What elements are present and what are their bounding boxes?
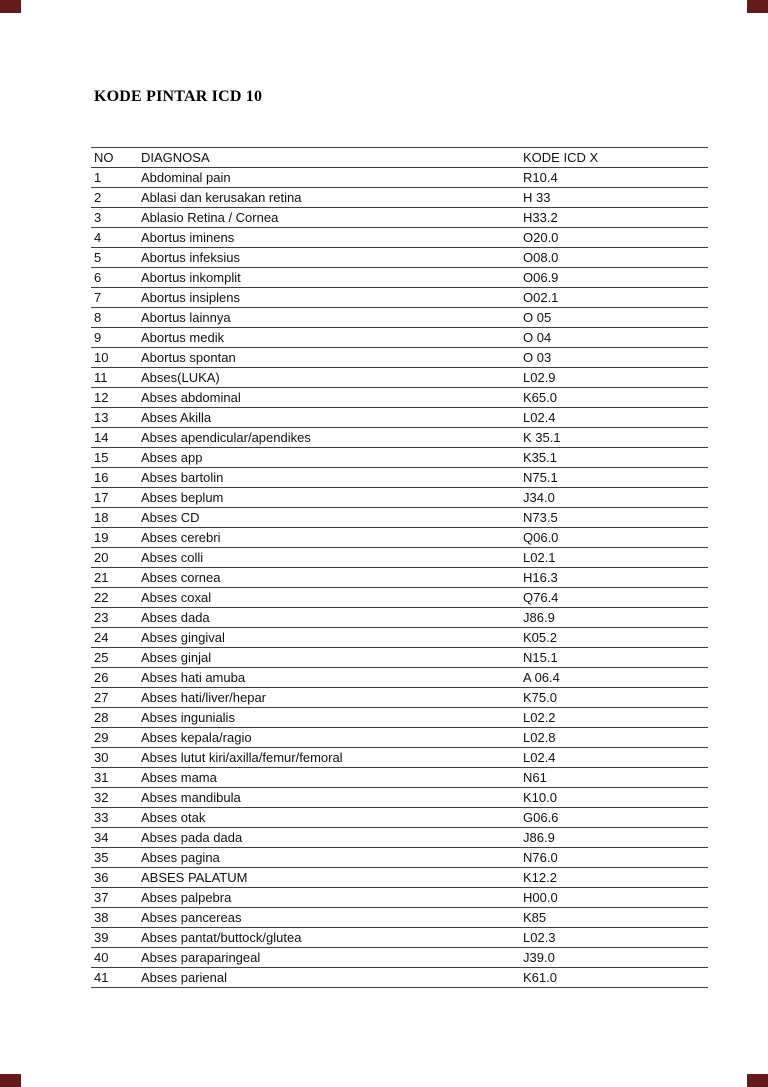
row-diagnosa-cell: ABSES PALATUM <box>138 868 520 888</box>
row-kode-cell: N61 <box>520 768 708 788</box>
row-diagnosa-cell: Abses cerebri <box>138 528 520 548</box>
row-kode-cell: L02.3 <box>520 928 708 948</box>
row-kode-cell: L02.4 <box>520 748 708 768</box>
row-kode-cell: J34.0 <box>520 488 708 508</box>
table-row <box>91 428 708 448</box>
table-row <box>91 608 708 628</box>
table-row <box>91 248 708 268</box>
row-no-cell: 21 <box>91 568 138 588</box>
row-no-cell: 29 <box>91 728 138 748</box>
row-kode-cell: O02.1 <box>520 288 708 308</box>
row-diagnosa-cell: Abses ginjal <box>138 648 520 668</box>
row-kode-cell: K75.0 <box>520 688 708 708</box>
table-row <box>91 188 708 208</box>
row-diagnosa-cell: Abortus lainnya <box>138 308 520 328</box>
row-kode-cell: N15.1 <box>520 648 708 668</box>
table-row <box>91 408 708 428</box>
row-diagnosa-cell: Abses mama <box>138 768 520 788</box>
row-kode-cell: K12.2 <box>520 868 708 888</box>
row-diagnosa-cell: Abses otak <box>138 808 520 828</box>
row-kode-cell: K65.0 <box>520 388 708 408</box>
table-row <box>91 388 708 408</box>
col-header-kode-icd: KODE ICD X <box>520 148 708 168</box>
row-no-cell: 15 <box>91 448 138 468</box>
row-diagnosa-cell: Abses hati/liver/hepar <box>138 688 520 708</box>
table-row <box>91 368 708 388</box>
row-no-cell: 18 <box>91 508 138 528</box>
row-diagnosa-cell: Abses palpebra <box>138 888 520 908</box>
row-kode-cell: L02.2 <box>520 708 708 728</box>
row-kode-cell: H33.2 <box>520 208 708 228</box>
row-diagnosa-cell: Abses lutut kiri/axilla/femur/femoral <box>138 748 520 768</box>
table-row <box>91 488 708 508</box>
row-no-cell: 32 <box>91 788 138 808</box>
table-row <box>91 228 708 248</box>
row-diagnosa-cell: Ablasio Retina / Cornea <box>138 208 520 228</box>
row-diagnosa-cell: Abses gingival <box>138 628 520 648</box>
table-row <box>91 568 708 588</box>
row-diagnosa-cell: Abses coxal <box>138 588 520 608</box>
row-no-cell: 38 <box>91 908 138 928</box>
row-diagnosa-cell: Abdominal pain <box>138 168 520 188</box>
row-kode-cell: K 35.1 <box>520 428 708 448</box>
row-no-cell: 33 <box>91 808 138 828</box>
row-diagnosa-cell: Abses hati amuba <box>138 668 520 688</box>
row-diagnosa-cell: Abses pancereas <box>138 908 520 928</box>
row-no-cell: 31 <box>91 768 138 788</box>
table-row <box>91 208 708 228</box>
row-diagnosa-cell: Abses colli <box>138 548 520 568</box>
row-diagnosa-cell: Abses bartolin <box>138 468 520 488</box>
row-diagnosa-cell: Abses pantat/buttock/glutea <box>138 928 520 948</box>
table-row <box>91 308 708 328</box>
row-diagnosa-cell: Abses app <box>138 448 520 468</box>
row-diagnosa-cell: Abses mandibula <box>138 788 520 808</box>
row-no-cell: 13 <box>91 408 138 428</box>
row-diagnosa-cell: Abortus inkomplit <box>138 268 520 288</box>
row-kode-cell: H 33 <box>520 188 708 208</box>
row-no-cell: 8 <box>91 308 138 328</box>
row-no-cell: 28 <box>91 708 138 728</box>
row-diagnosa-cell: Abses pada dada <box>138 828 520 848</box>
row-kode-cell: J39.0 <box>520 948 708 968</box>
table-row <box>91 268 708 288</box>
table-row <box>91 288 708 308</box>
table-row <box>91 168 708 188</box>
row-no-cell: 10 <box>91 348 138 368</box>
row-kode-cell: N73.5 <box>520 508 708 528</box>
row-kode-cell: N75.1 <box>520 468 708 488</box>
table-row <box>91 668 708 688</box>
table-row <box>91 588 708 608</box>
row-no-cell: 40 <box>91 948 138 968</box>
row-kode-cell: Q06.0 <box>520 528 708 548</box>
row-no-cell: 37 <box>91 888 138 908</box>
row-kode-cell: J86.9 <box>520 828 708 848</box>
corner-marker-bottom-left <box>0 1074 21 1087</box>
table-row <box>91 968 708 988</box>
row-diagnosa-cell: Abortus iminens <box>138 228 520 248</box>
row-no-cell: 30 <box>91 748 138 768</box>
row-diagnosa-cell: Abses Akilla <box>138 408 520 428</box>
row-diagnosa-cell: Abortus spontan <box>138 348 520 368</box>
row-diagnosa-cell: Abses beplum <box>138 488 520 508</box>
row-diagnosa-cell: Abses pagina <box>138 848 520 868</box>
row-kode-cell: K61.0 <box>520 968 708 988</box>
table-row <box>91 888 708 908</box>
row-no-cell: 20 <box>91 548 138 568</box>
table-row <box>91 468 708 488</box>
page-title: KODE PINTAR ICD 10 <box>94 88 263 105</box>
col-header-no: NO <box>91 148 138 168</box>
row-kode-cell: A 06.4 <box>520 668 708 688</box>
row-kode-cell: R10.4 <box>520 168 708 188</box>
row-no-cell: 34 <box>91 828 138 848</box>
row-no-cell: 2 <box>91 188 138 208</box>
row-kode-cell: N76.0 <box>520 848 708 868</box>
row-diagnosa-cell: Abses ingunialis <box>138 708 520 728</box>
row-no-cell: 11 <box>91 368 138 388</box>
col-header-diagnosa: DIAGNOSA <box>138 148 520 168</box>
row-diagnosa-cell: Abses kepala/ragio <box>138 728 520 748</box>
icd-code-table <box>91 147 708 988</box>
row-kode-cell: K85 <box>520 908 708 928</box>
table-row <box>91 768 708 788</box>
row-kode-cell: O06.9 <box>520 268 708 288</box>
row-no-cell: 41 <box>91 968 138 988</box>
row-no-cell: 27 <box>91 688 138 708</box>
row-diagnosa-cell: Abortus insiplens <box>138 288 520 308</box>
row-kode-cell: K10.0 <box>520 788 708 808</box>
table-row <box>91 728 708 748</box>
row-diagnosa-cell: Abses parienal <box>138 968 520 988</box>
row-no-cell: 39 <box>91 928 138 948</box>
table-row <box>91 448 708 468</box>
row-kode-cell: O08.0 <box>520 248 708 268</box>
table-header <box>91 148 708 168</box>
row-no-cell: 3 <box>91 208 138 228</box>
table-row <box>91 548 708 568</box>
corner-marker-top-left <box>0 0 21 13</box>
row-no-cell: 17 <box>91 488 138 508</box>
row-kode-cell: G06.6 <box>520 808 708 828</box>
row-no-cell: 24 <box>91 628 138 648</box>
row-no-cell: 9 <box>91 328 138 348</box>
row-no-cell: 16 <box>91 468 138 488</box>
row-no-cell: 19 <box>91 528 138 548</box>
corner-marker-top-right <box>747 0 768 13</box>
table-row <box>91 828 708 848</box>
corner-marker-bottom-right <box>747 1074 768 1087</box>
row-diagnosa-cell: Abses CD <box>138 508 520 528</box>
row-no-cell: 26 <box>91 668 138 688</box>
table-row <box>91 788 708 808</box>
row-kode-cell: J86.9 <box>520 608 708 628</box>
table-row <box>91 948 708 968</box>
row-diagnosa-cell: Abses(LUKA) <box>138 368 520 388</box>
row-no-cell: 7 <box>91 288 138 308</box>
table-row <box>91 748 708 768</box>
table-body <box>91 168 708 988</box>
row-kode-cell: H00.0 <box>520 888 708 908</box>
table-row <box>91 348 708 368</box>
row-no-cell: 25 <box>91 648 138 668</box>
table-header-row <box>91 148 708 168</box>
row-diagnosa-cell: Ablasi dan kerusakan retina <box>138 188 520 208</box>
table-row <box>91 868 708 888</box>
table-row <box>91 848 708 868</box>
table-row <box>91 708 708 728</box>
row-no-cell: 1 <box>91 168 138 188</box>
table-row <box>91 908 708 928</box>
row-kode-cell: O 03 <box>520 348 708 368</box>
table-row <box>91 508 708 528</box>
row-kode-cell: O20.0 <box>520 228 708 248</box>
row-diagnosa-cell: Abses dada <box>138 608 520 628</box>
row-kode-cell: O 04 <box>520 328 708 348</box>
row-no-cell: 22 <box>91 588 138 608</box>
table-row <box>91 328 708 348</box>
row-diagnosa-cell: Abses apendicular/apendikes <box>138 428 520 448</box>
row-kode-cell: O 05 <box>520 308 708 328</box>
row-kode-cell: L02.4 <box>520 408 708 428</box>
row-kode-cell: K05.2 <box>520 628 708 648</box>
row-kode-cell: L02.1 <box>520 548 708 568</box>
row-no-cell: 6 <box>91 268 138 288</box>
row-kode-cell: K35.1 <box>520 448 708 468</box>
table-row <box>91 688 708 708</box>
table-row <box>91 928 708 948</box>
row-kode-cell: Q76.4 <box>520 588 708 608</box>
table-row <box>91 648 708 668</box>
row-no-cell: 36 <box>91 868 138 888</box>
row-no-cell: 35 <box>91 848 138 868</box>
table-row <box>91 808 708 828</box>
row-no-cell: 4 <box>91 228 138 248</box>
table-row <box>91 628 708 648</box>
row-diagnosa-cell: Abses paraparingeal <box>138 948 520 968</box>
row-no-cell: 12 <box>91 388 138 408</box>
row-diagnosa-cell: Abses cornea <box>138 568 520 588</box>
row-kode-cell: L02.9 <box>520 368 708 388</box>
row-diagnosa-cell: Abortus medik <box>138 328 520 348</box>
row-no-cell: 23 <box>91 608 138 628</box>
row-kode-cell: H16.3 <box>520 568 708 588</box>
row-kode-cell: L02.8 <box>520 728 708 748</box>
row-no-cell: 14 <box>91 428 138 448</box>
row-diagnosa-cell: Abortus infeksius <box>138 248 520 268</box>
row-diagnosa-cell: Abses abdominal <box>138 388 520 408</box>
table-row <box>91 528 708 548</box>
row-no-cell: 5 <box>91 248 138 268</box>
